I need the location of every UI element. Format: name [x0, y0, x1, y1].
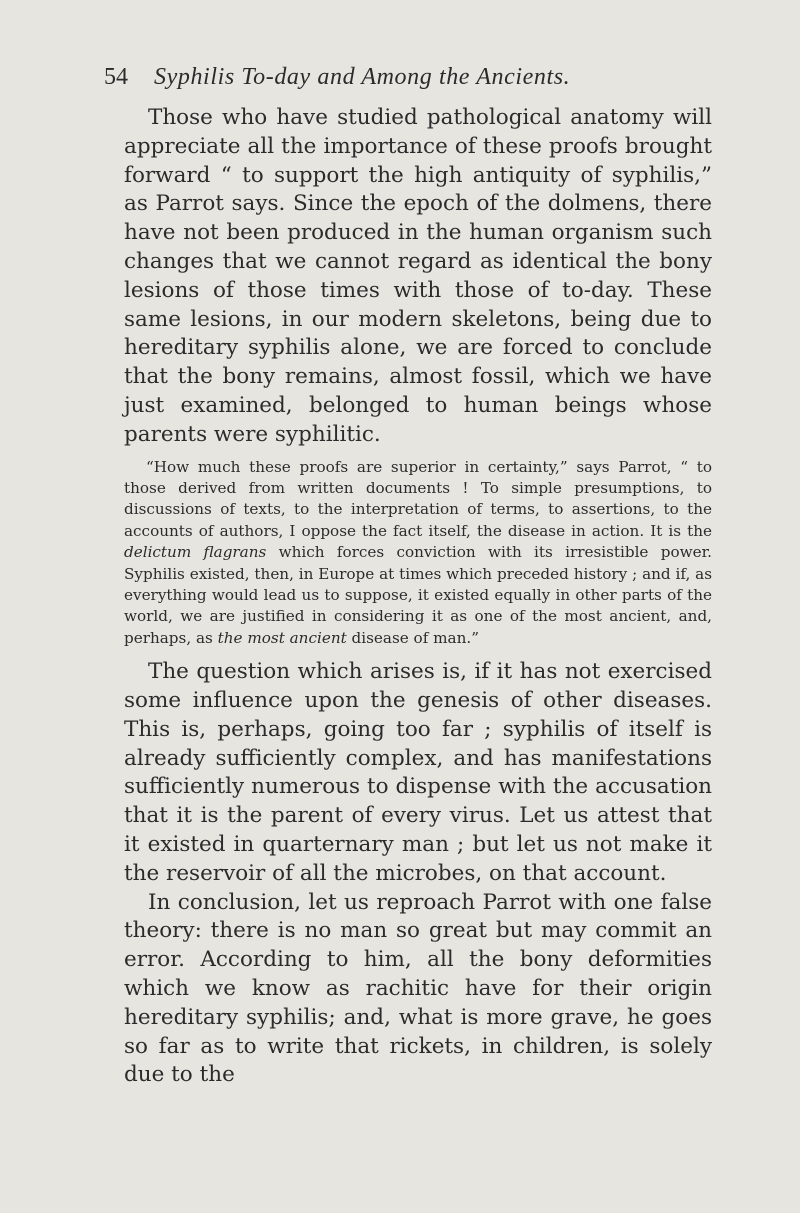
paragraph-3: In conclusion, let us reproach Parrot with one false theory: there is no man so great but may commit an error. According to him, all the bony deformities which we know as rachitic have for their origin hereditary syphilis; and, what is more grave, he goes so far as to write that rickets, in children, is solely due to the — [124, 889, 712, 1088]
quote-text-c: disease of man.” — [346, 628, 479, 647]
quote-italic-most-ancient: the most ancient — [217, 628, 347, 647]
quote-text-a: “How much these proofs are superior in certainty,” says Parrot, “ to those derived from written documents ! To simple presumptions, to discussions of texts, to the interpretation of terms, to assertions, to the accounts of authors, I oppose the fact itself, the disease in action. It is the — [124, 457, 712, 540]
page-body — [124, 104, 712, 1090]
running-header — [104, 62, 704, 92]
page-number: 54 — [104, 64, 128, 90]
block-quote — [124, 457, 712, 650]
paragraph-2: The question which arises is, if it has not exercised some influence upon the genesis of other diseases. This is, perhaps, going too far ; syphilis of itself is already sufficiently complex, and has manifestations sufficiently numerous to dispense with the accusation that it is the parent of every virus. Let us attest that it existed in quarternary man ; but let us not make it the reservoir of all the microbes, on that account. — [124, 659, 712, 886]
quote-text-b: which forces conviction with its irresistible power. Syphilis existed, then, in Europe at times which preceded history ; and if, as everything would lead us to suppose, it existed equally in other parts of the world, we are justified in considering it as one of the most ancient, and, perhaps, as — [124, 543, 712, 647]
paragraph-1: Those who have studied pathological anatomy will appreciate all the importance of these proofs brought forward “ to support the high antiquity of syphilis,” as Parrot says. Since the epoch of the dolmens, there have not been produced in the human organism such changes that we cannot regard as identical the bony lesions of those times with those of to-day. These same lesions, in our modern skeletons, being due to hereditary syphilis alone, we are forced to conclude that the bony remains, almost fossil, which we have just examined, belonged to human beings whose parents were syphilitic. — [124, 105, 712, 447]
running-title: Syphilis To-day and Among the Ancients. — [154, 64, 571, 90]
quote-italic-delictum: delictum flagrans — [124, 543, 267, 562]
